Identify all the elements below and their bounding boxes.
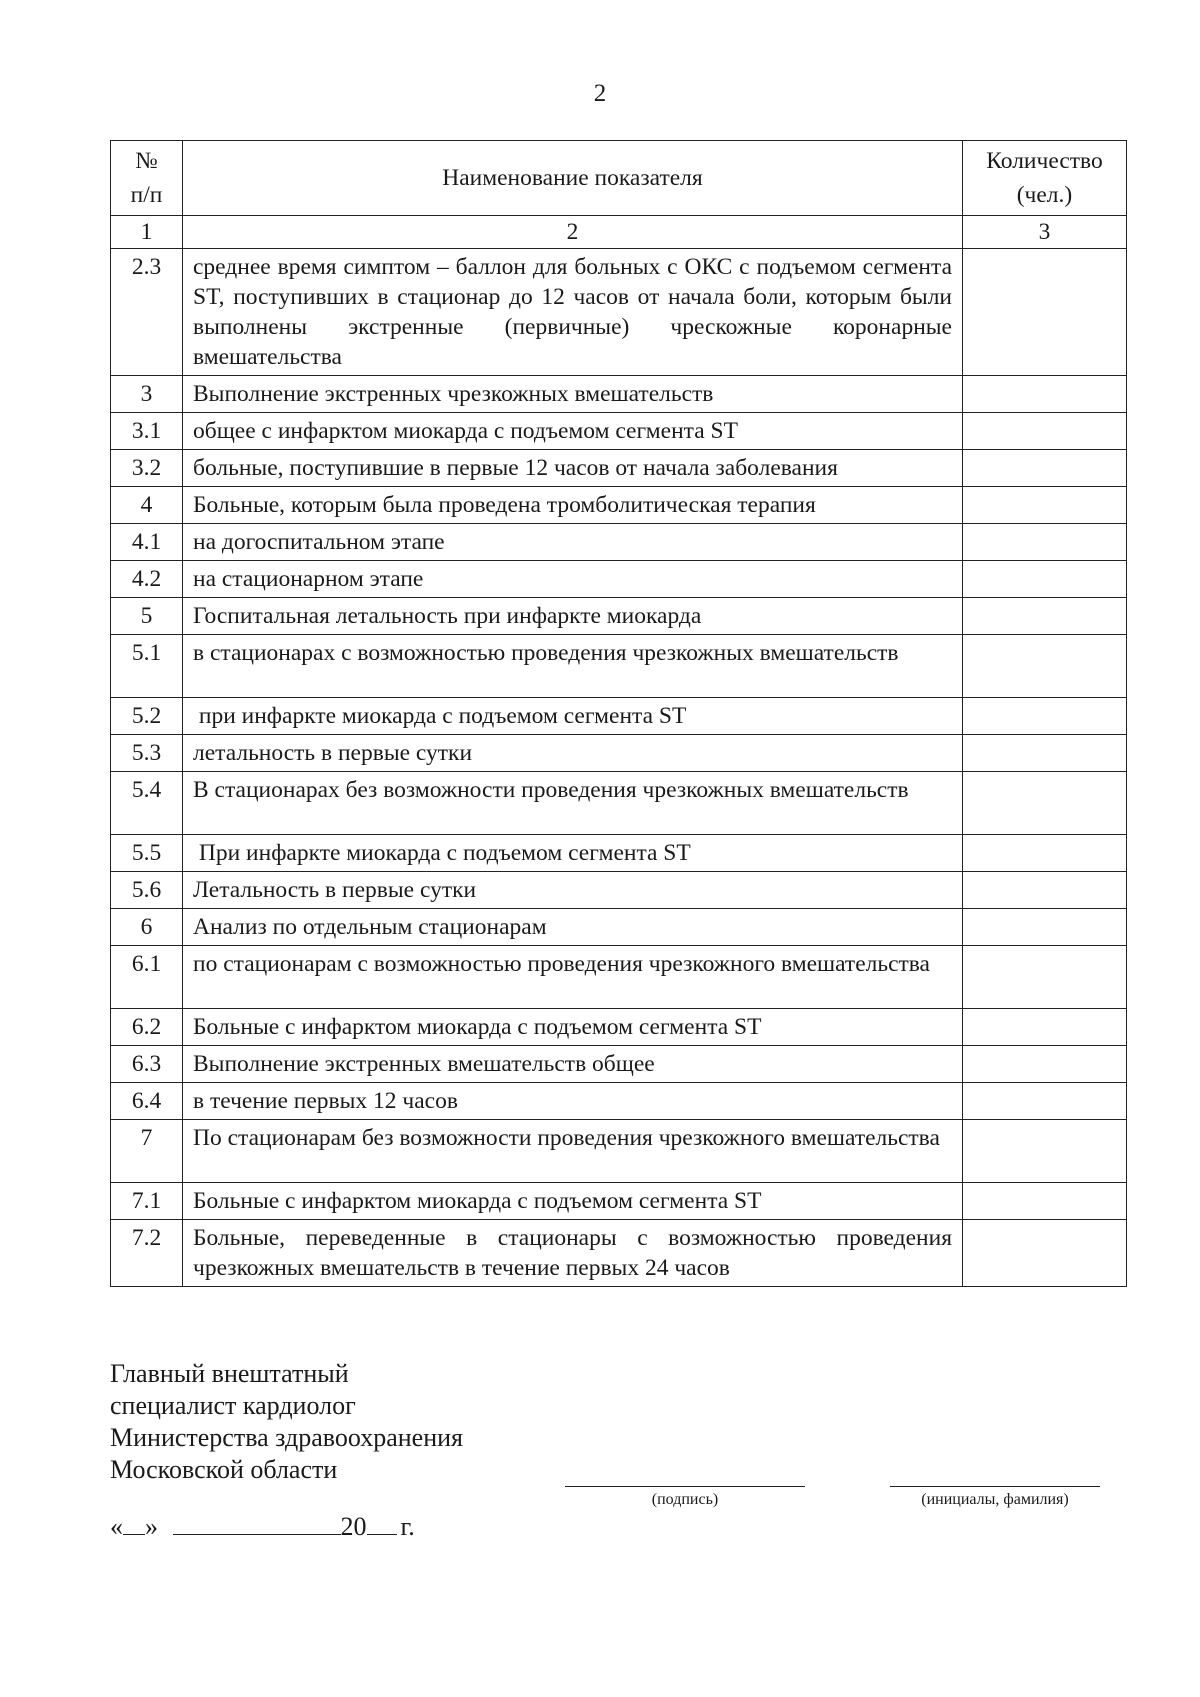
row-quantity-cell[interactable] — [963, 1220, 1127, 1287]
row-number: 4.2 — [111, 561, 183, 598]
date-close-quote: » — [145, 1512, 158, 1541]
page-number: 2 — [593, 80, 607, 107]
row-number: 4 — [111, 487, 183, 524]
index-cell-1: 1 — [111, 216, 183, 249]
signature-caption: (подпись) — [651, 1491, 719, 1508]
row-quantity-cell[interactable] — [963, 735, 1127, 772]
row-quantity-cell[interactable] — [963, 635, 1127, 698]
row-indicator-name: больные, поступившие в первые 12 часов от начала заболевания — [183, 450, 963, 487]
row-quantity-cell[interactable] — [963, 1183, 1127, 1220]
row-quantity-cell[interactable] — [963, 772, 1127, 835]
row-quantity-cell[interactable] — [963, 1120, 1127, 1183]
row-quantity-cell[interactable] — [963, 1083, 1127, 1120]
date-open-quote: « — [110, 1512, 123, 1541]
date-day-field[interactable] — [123, 1512, 145, 1535]
table-row — [111, 598, 1127, 635]
table-body — [111, 249, 1127, 1287]
row-quantity-cell[interactable] — [963, 524, 1127, 561]
table-row — [111, 772, 1127, 835]
row-number: 5.3 — [111, 735, 183, 772]
row-number: 7 — [111, 1120, 183, 1183]
table-row — [111, 946, 1127, 1009]
row-number: 6 — [111, 909, 183, 946]
row-quantity-cell[interactable] — [963, 946, 1127, 1009]
row-number: 5.4 — [111, 772, 183, 835]
table-row — [111, 1220, 1127, 1287]
row-quantity-cell[interactable] — [963, 835, 1127, 872]
row-indicator-name: по стационарам с возможностью проведения чрезкожного вмешательства — [183, 946, 963, 1009]
row-number: 2.3 — [111, 249, 183, 376]
date-line — [110, 1512, 415, 1542]
table-row — [111, 1009, 1127, 1046]
table-header-row — [111, 141, 1127, 216]
row-indicator-name: Больные, переведенные в стационары с возможностью проведения чрезкожных вмешательств в течение первых 24 часов — [183, 1220, 963, 1287]
row-quantity-cell[interactable] — [963, 249, 1127, 376]
table-row — [111, 413, 1127, 450]
row-indicator-name: летальность в первые сутки — [183, 735, 963, 772]
row-number: 7.2 — [111, 1220, 183, 1287]
table-row — [111, 561, 1127, 598]
row-quantity-cell[interactable] — [963, 487, 1127, 524]
signature-block — [110, 1358, 463, 1486]
row-quantity-cell[interactable] — [963, 1009, 1127, 1046]
signature-line-1: Главный внештатный — [110, 1359, 349, 1388]
table-row — [111, 524, 1127, 561]
row-number: 6.3 — [111, 1046, 183, 1083]
row-quantity-cell[interactable] — [963, 909, 1127, 946]
table-row — [111, 698, 1127, 735]
table-row — [111, 1046, 1127, 1083]
row-number: 5.6 — [111, 872, 183, 909]
date-year-suffix: г. — [400, 1512, 415, 1541]
row-indicator-name: на стационарном этапе — [183, 561, 963, 598]
row-quantity-cell[interactable] — [963, 450, 1127, 487]
row-number: 3.2 — [111, 450, 183, 487]
row-quantity-cell[interactable] — [963, 561, 1127, 598]
index-cell-2: 2 — [183, 216, 963, 249]
row-quantity-cell[interactable] — [963, 598, 1127, 635]
header-num: № п/п — [111, 141, 183, 216]
row-indicator-name: Летальность в первые сутки — [183, 872, 963, 909]
header-name: Наименование показателя — [183, 141, 963, 216]
row-quantity-cell[interactable] — [963, 872, 1127, 909]
row-number: 5.1 — [111, 635, 183, 698]
name-caption: (инициалы, фамилия) — [921, 1491, 1069, 1508]
row-indicator-name: в стационарах с возможностью проведения чрезкожных вмешательств — [183, 635, 963, 698]
name-field[interactable] — [890, 1486, 1100, 1487]
indicators-table — [110, 140, 1127, 1287]
row-number: 6.2 — [111, 1009, 183, 1046]
header-qty: Количество (чел.) — [963, 141, 1127, 216]
row-indicator-name: на догоспитальном этапе — [183, 524, 963, 561]
table-row — [111, 1183, 1127, 1220]
row-number: 5.2 — [111, 698, 183, 735]
row-indicator-name: Выполнение экстренных чрезкожных вмешательств — [183, 376, 963, 413]
row-number: 4.1 — [111, 524, 183, 561]
table-row — [111, 835, 1127, 872]
row-quantity-cell[interactable] — [963, 1046, 1127, 1083]
table-row — [111, 487, 1127, 524]
date-year-field[interactable] — [367, 1512, 397, 1535]
table-row — [111, 735, 1127, 772]
row-quantity-cell[interactable] — [963, 413, 1127, 450]
row-indicator-name: среднее время симптом – баллон для больных с ОКС с подъемом сегмента ST, поступивших в стационар до 12 часов от начала боли, которым были выполнены экстренные (первичные) чрескожные коронарные вмешательства — [183, 249, 963, 376]
date-month-field[interactable] — [173, 1512, 341, 1535]
row-indicator-name: Выполнение экстренных вмешательств общее — [183, 1046, 963, 1083]
table-row — [111, 376, 1127, 413]
date-year-prefix: 20 — [340, 1512, 367, 1541]
table-row — [111, 872, 1127, 909]
row-indicator-name: При инфаркте миокарда с подъемом сегмента ST — [183, 835, 963, 872]
row-indicator-name: По стационарам без возможности проведения чрезкожного вмешательства — [183, 1120, 963, 1183]
row-number: 6.1 — [111, 946, 183, 1009]
table-row — [111, 909, 1127, 946]
table-row — [111, 450, 1127, 487]
row-indicator-name: Больные с инфарктом миокарда с подъемом сегмента ST — [183, 1183, 963, 1220]
signature-field[interactable] — [565, 1486, 805, 1487]
row-indicator-name: Госпитальная летальность при инфаркте миокарда — [183, 598, 963, 635]
row-indicator-name: общее с инфарктом миокарда с подъемом сегмента ST — [183, 413, 963, 450]
row-indicator-name: Больные с инфарктом миокарда с подъемом сегмента ST — [183, 1009, 963, 1046]
index-cell-3: 3 — [963, 216, 1127, 249]
signature-line-2: специалист кардиолог — [110, 1391, 356, 1420]
table-row — [111, 249, 1127, 376]
table-row — [111, 1120, 1127, 1183]
row-indicator-name: Анализ по отдельным стационарам — [183, 909, 963, 946]
row-quantity-cell[interactable] — [963, 376, 1127, 413]
table-index-row — [111, 216, 1127, 249]
row-number: 3.1 — [111, 413, 183, 450]
row-indicator-name: при инфаркте миокарда с подъемом сегмента ST — [183, 698, 963, 735]
row-indicator-name: в течение первых 12 часов — [183, 1083, 963, 1120]
row-number: 3 — [111, 376, 183, 413]
row-number: 6.4 — [111, 1083, 183, 1120]
table-row — [111, 635, 1127, 698]
row-indicator-name: В стационарах без возможности проведения чрезкожных вмешательств — [183, 772, 963, 835]
row-number: 5 — [111, 598, 183, 635]
row-quantity-cell[interactable] — [963, 698, 1127, 735]
row-indicator-name: Больные, которым была проведена тромболитическая терапия — [183, 487, 963, 524]
row-number: 7.1 — [111, 1183, 183, 1220]
signature-line-4: Московской области — [110, 1455, 338, 1484]
row-number: 5.5 — [111, 835, 183, 872]
table-row — [111, 1083, 1127, 1120]
signature-line-3: Министерства здравоохранения — [110, 1423, 463, 1452]
